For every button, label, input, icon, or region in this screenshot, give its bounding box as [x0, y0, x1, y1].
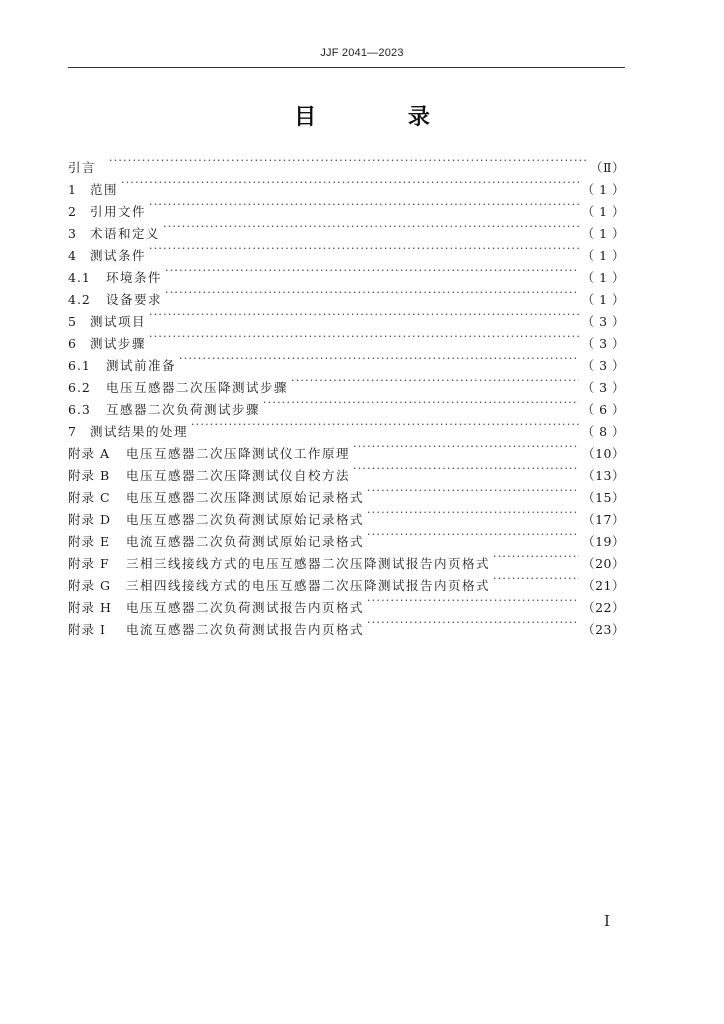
toc-entry-title: 测试项目 [90, 314, 147, 329]
dot-leader [493, 546, 579, 568]
toc-entry-title: 测试条件 [90, 248, 147, 263]
dot-leader [163, 216, 579, 238]
toc-entry-number: 4 [68, 248, 77, 263]
toc-entry-number: 附录 A [68, 446, 111, 461]
dot-leader [165, 260, 579, 282]
toc-entry-title: 测试结果的处理 [90, 424, 189, 439]
toc-entry-number: 附录 F [68, 556, 110, 571]
toc-entry-title: 电流互感器二次负荷测试报告内页格式 [126, 622, 365, 637]
toc-entry-number: 6 [68, 336, 77, 351]
page-title: 目 录 [294, 105, 472, 130]
toc-entry-number: 附录 I [68, 622, 106, 637]
toc-entry-page: （ 3 ） [581, 314, 625, 329]
toc-entry-number: 附录 H [68, 600, 112, 615]
dot-leader [367, 612, 579, 634]
table-of-contents [68, 150, 625, 637]
toc-entry-page: （ 1 ） [581, 248, 625, 263]
toc-entry[interactable] [68, 238, 625, 263]
toc-entry-number: 附录 D [68, 512, 111, 527]
toc-entry-page: （19） [582, 534, 625, 549]
toc-entry-page: （ 8 ） [581, 424, 625, 439]
running-header: JJF 2041—2023 [320, 47, 404, 59]
toc-entry-title: 术语和定义 [90, 226, 161, 241]
toc-entry-page: （15） [582, 490, 625, 505]
toc-entry-number: 附录 G [68, 578, 111, 593]
toc-entry-page: （ 6 ） [581, 402, 625, 417]
dot-leader [109, 150, 587, 172]
toc-entry-number: 1 [68, 182, 77, 197]
toc-entry-page: （10） [582, 446, 625, 461]
toc-entry-number: 4.1 [68, 270, 91, 285]
toc-entry-page: （20） [582, 556, 625, 571]
dot-leader [179, 348, 579, 370]
dot-leader [353, 458, 579, 480]
toc-entry-title: 设备要求 [106, 292, 163, 307]
toc-entry-title: 电流互感器二次负荷测试原始记录格式 [126, 534, 365, 549]
dot-leader [291, 370, 579, 392]
toc-entry-page: （22） [582, 600, 625, 615]
toc-entry-page: （Ⅱ） [590, 160, 625, 175]
toc-entry-title: 三相三线接线方式的电压互感器二次压降测试报告内页格式 [126, 556, 491, 571]
toc-entry-page: （ 1 ） [581, 292, 625, 307]
toc-entry-page: （ 3 ） [581, 380, 625, 395]
toc-entry-title: 环境条件 [106, 270, 163, 285]
toc-entry-title: 电压互感器二次负荷测试报告内页格式 [126, 600, 365, 615]
dot-leader [149, 238, 579, 260]
toc-entry-page: （ 1 ） [581, 226, 625, 241]
dot-leader [493, 568, 579, 590]
toc-entry-page: （ 1 ） [581, 270, 625, 285]
toc-entry-title: 引用文件 [90, 204, 147, 219]
dot-leader [367, 590, 579, 612]
dot-leader [263, 392, 579, 414]
toc-entry-number: 3 [68, 226, 77, 241]
toc-entry-number: 6.1 [68, 358, 91, 373]
dot-leader [191, 414, 579, 436]
toc-entry-page: （17） [582, 512, 625, 527]
toc-entry-title: 电压互感器二次压降测试步骤 [106, 380, 289, 395]
toc-entry-title: 电压互感器二次压降测试原始记录格式 [126, 490, 365, 505]
toc-entry[interactable] [68, 260, 625, 285]
toc-entry-page: （ 1 ） [581, 182, 625, 197]
toc-entry[interactable] [68, 348, 625, 373]
dot-leader [367, 480, 579, 502]
toc-entry-title: 测试步骤 [90, 336, 147, 351]
toc-entry-title: 范围 [90, 182, 119, 197]
toc-entry-title: 互感器二次负荷测试步骤 [106, 402, 261, 417]
toc-entry-number: 5 [68, 314, 77, 329]
dot-leader [149, 194, 579, 216]
toc-entry-number: 附录 E [68, 534, 111, 549]
dot-leader [165, 282, 579, 304]
dot-leader [149, 326, 579, 348]
toc-entry-page: （21） [582, 578, 625, 593]
dot-leader [353, 436, 579, 458]
toc-entry-page: （ 3 ） [581, 358, 625, 373]
toc-entry-number: 6.2 [68, 380, 91, 395]
toc-entry[interactable] [68, 150, 625, 175]
toc-entry-title: 电压互感器二次压降测试仪自校方法 [126, 468, 351, 483]
dot-leader [149, 304, 579, 326]
toc-entry-title: 引言 [68, 160, 97, 175]
toc-entry-page: （13） [582, 468, 625, 483]
header-divider [68, 67, 625, 68]
toc-entry-number: 附录 B [68, 468, 111, 483]
toc-entry-title: 三相四线接线方式的电压互感器二次压降测试报告内页格式 [126, 578, 491, 593]
page-number: I [604, 912, 610, 930]
toc-entry[interactable] [68, 304, 625, 329]
toc-entry-page: （ 1 ） [581, 204, 625, 219]
dot-leader [121, 172, 579, 194]
dot-leader [367, 524, 579, 546]
dot-leader [367, 502, 579, 524]
toc-entry[interactable] [68, 326, 625, 351]
toc-entry-number: 2 [68, 204, 77, 219]
toc-entry-title: 测试前准备 [106, 358, 177, 373]
toc-entry-title: 电压互感器二次压降测试仪工作原理 [126, 446, 351, 461]
toc-entry[interactable] [68, 172, 625, 197]
toc-entry-number: 7 [68, 424, 77, 439]
toc-entry[interactable] [68, 216, 625, 241]
toc-entry-number: 6.3 [68, 402, 91, 417]
toc-entry-page: （ 3 ） [581, 336, 625, 351]
toc-entry[interactable] [68, 194, 625, 219]
toc-entry-number: 4.2 [68, 292, 91, 307]
toc-entry-page: （23） [582, 622, 625, 637]
toc-entry-number: 附录 C [68, 490, 111, 505]
toc-entry-title: 电压互感器二次负荷测试原始记录格式 [126, 512, 365, 527]
